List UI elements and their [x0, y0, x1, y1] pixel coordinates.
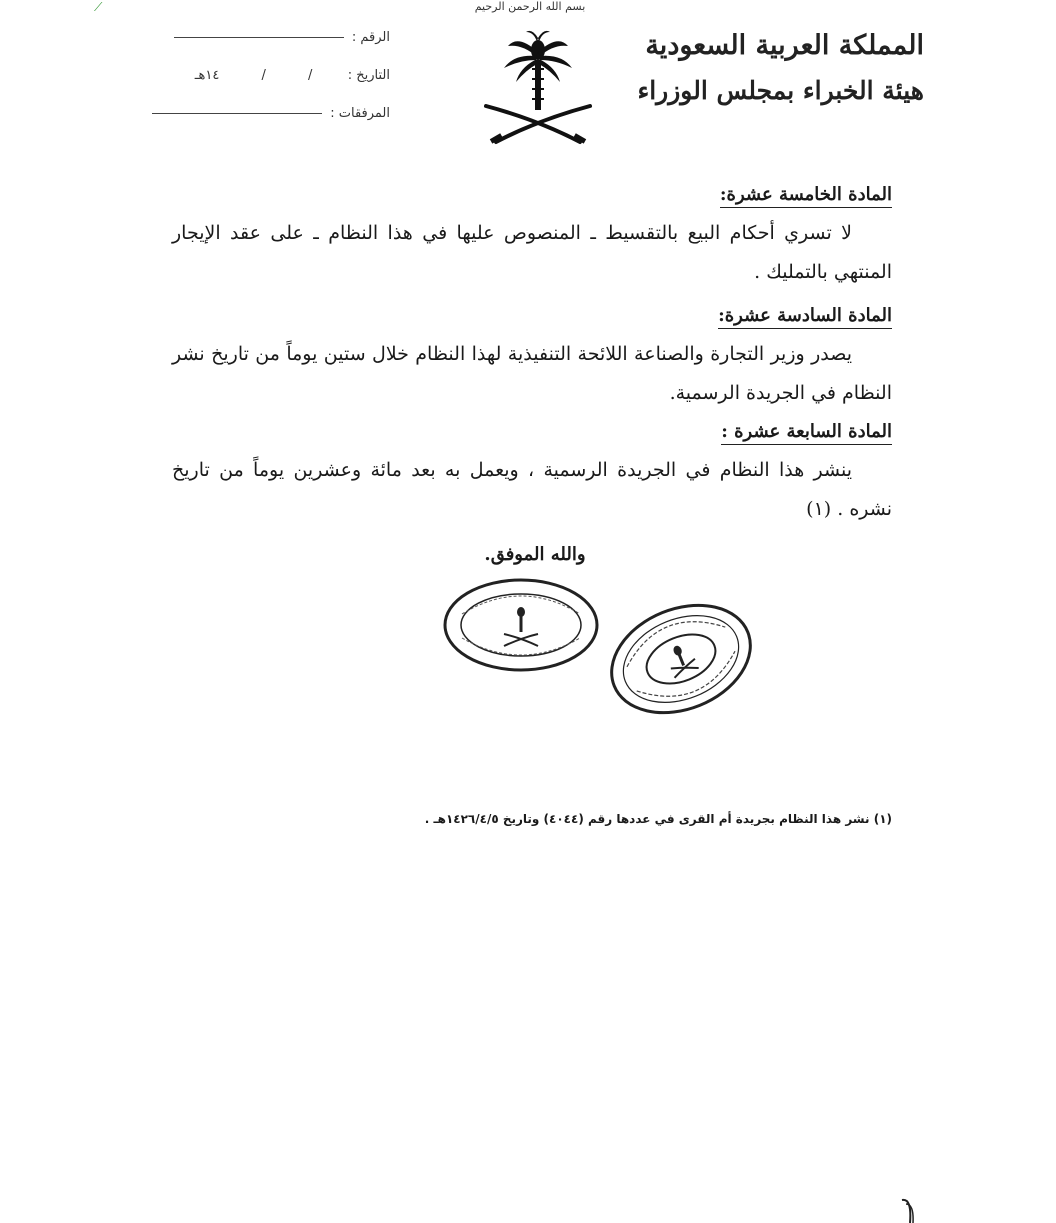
- page-corner-mark: [896, 1196, 920, 1223]
- palm-swords-emblem-icon: [478, 24, 598, 152]
- article-text: لا تسري أحكام البيع بالتقسيط ـ المنصوص عليها في هذا النظام ـ على عقد الإيجار المنتهي بالتمليك .: [172, 222, 892, 283]
- article-15: [172, 184, 892, 292]
- date-field: [164, 68, 390, 83]
- article-text: ينشر هذا النظام في الجريدة الرسمية ، ويعمل به بعد مائة وعشرين يوماً من تاريخ نشره . (١): [172, 459, 892, 520]
- attachments-line: [152, 113, 322, 114]
- date-value: / / ١٤هـ: [194, 68, 313, 83]
- corner-mark: ⟋: [94, 0, 103, 14]
- attachments-field: [152, 106, 390, 121]
- org-name-line1: المملكة العربية السعودية: [645, 30, 924, 61]
- article-17: [172, 421, 892, 529]
- ref-number-field: [174, 30, 390, 45]
- article-heading: المادة السادسة عشرة:: [718, 305, 892, 329]
- article-heading: المادة السابعة عشرة :: [721, 421, 892, 445]
- date-label: التاريخ :: [347, 68, 390, 83]
- article-heading: المادة الخامسة عشرة:: [720, 184, 892, 208]
- ref-line: [174, 37, 344, 38]
- official-stamp-icon: [442, 576, 600, 674]
- basmala: بسم الله الرحمن الرحيم: [474, 0, 586, 13]
- official-stamp-icon: [604, 598, 758, 720]
- ref-label: الرقم :: [351, 30, 390, 45]
- closing-text: والله الموفق.: [484, 544, 586, 565]
- article-16: [172, 305, 892, 413]
- org-name-line2: هيئة الخبراء بمجلس الوزراء: [637, 76, 924, 105]
- article-text: يصدر وزير التجارة والصناعة اللائحة التنفيذية لهذا النظام خلال ستين يوماً من تاريخ نشر النظام في الجريدة الرسمية.: [172, 343, 892, 404]
- attachments-label: المرفقات :: [330, 106, 390, 121]
- footnote: (١) نشر هذا النظام بجريدة أم القرى في عددها رقم (٤٠٤٤) وتاريخ ١٤٢٦/٤/٥هـ .: [424, 812, 892, 826]
